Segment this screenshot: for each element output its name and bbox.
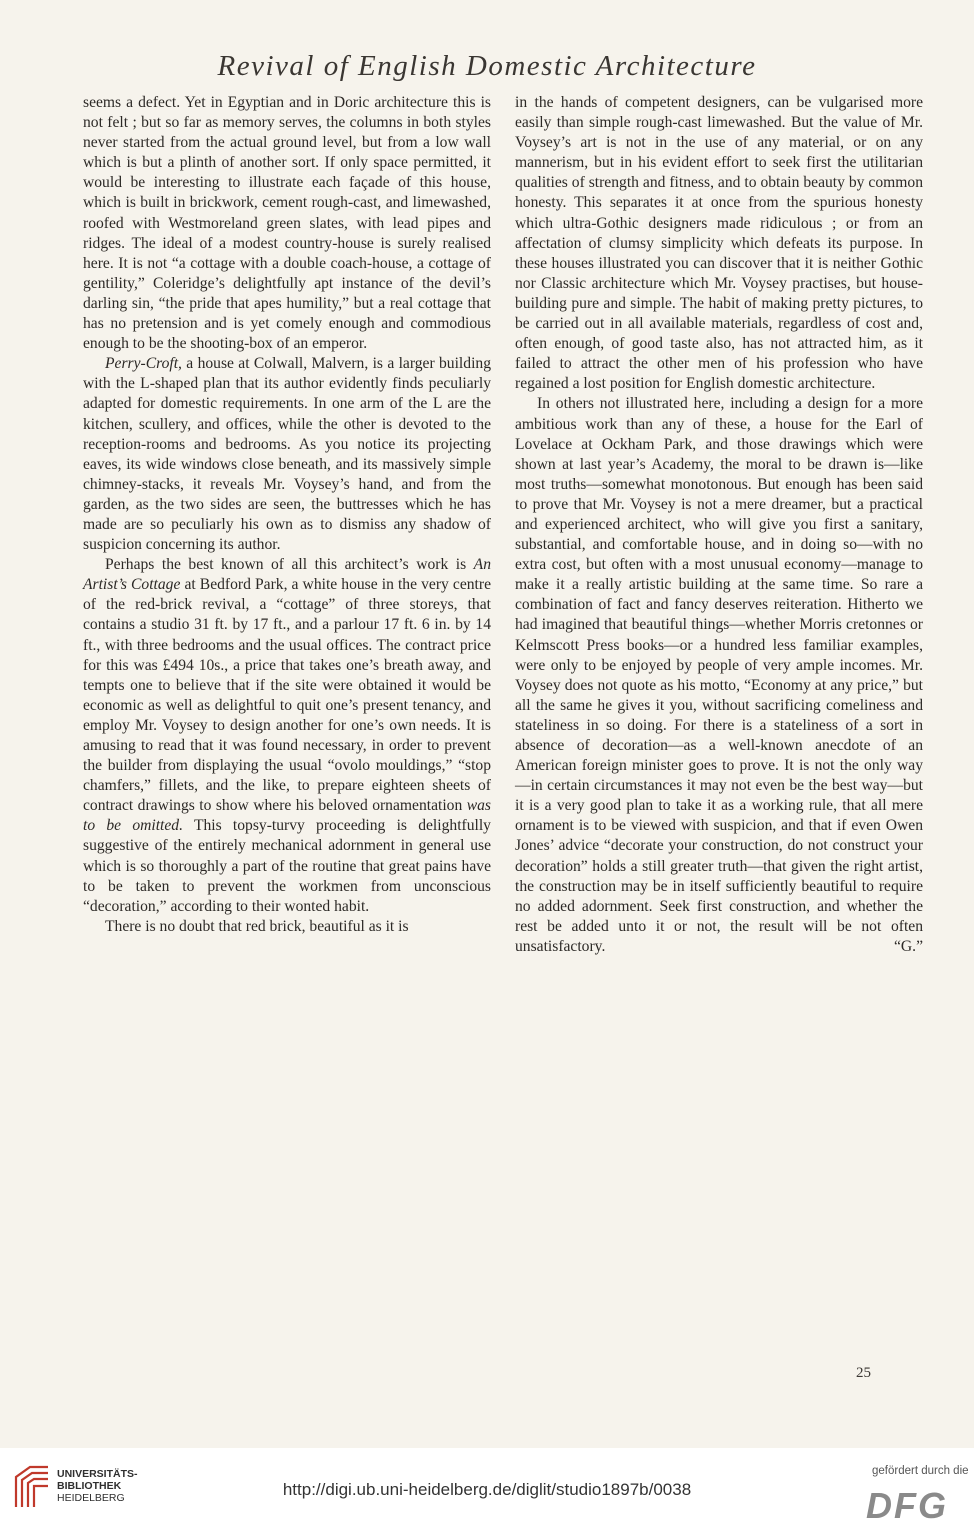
paragraph-text: a house at Colwall, Malvern, is a larger building with the L-shaped plan that its author evidently finds peculiarly adapted for domestic requirements. In one arm of the L are the kitchen, scullery, and offices, while the other is devoted to the reception-rooms and bedrooms. As you notice its projecting eaves, its wide windows close beneath, and its massively simple chimney-stacks, it reveals Mr. Voysey’s hand, and from the garden, as the two sides are seen, the buttresses which he has made are so peculiarly his own as to dismiss any shadow of suspicion concerning its author.	[83, 355, 491, 554]
signature: “G.”	[893, 937, 923, 955]
right-column	[515, 93, 923, 957]
library-name-line: HEIDELBERG	[57, 1492, 125, 1504]
paragraph	[515, 394, 923, 957]
paragraph-text: In others not illustrated here, including a design for a more ambitious work than any of these, a house for the Earl of Lovelace at Ockham Park, and those drawings which were shown at last year’s Academy, the moral to be drawn is—like most truths—somewhat monotonous. But enough has been said to prove that Mr. Voysey is not a mere dreamer, but a practical and experienced architect, who will give you first a sanitary, substantial, and comfortable house, and in doing so—with no extra cost, but often with a most unusual economy—manage to make it a really artistic building at the same time. So rare a combination of fact and fancy deserves reiteration. Hitherto we had imagined that beautiful things—whether Morris cretonnes or Kelmscott Press books—or a hundred less familiar examples, were only to be enjoyed by people of very ample incomes. Mr. Voysey does not quote as his motto, “Economy at any price,” but all the same he gives it you, without sacrificing comeliness and stateliness in so doing. For there is a stateliness of a sort in absence of decoration—as a well-known anecdote of an American foreign minister goes to prove. It is not the only way—in certain circumstances it may not even be the best way—but it is a very good plan to take it as a working rule, that all mere ornament is to be viewed with suspicion, and that if even Owen Jones’ advice “decorate your construction, do not construct your decoration” holds a still greater truth—that given the right artist, the construction may be in itself sufficiently beautiful to require no added adornment. Seek first construction, and whether the rest be added unto it or not, the result will be not often unsatisfactory.	[515, 395, 923, 955]
page-number: 25	[856, 1365, 871, 1381]
paragraph-text: at Bedford Park, a white house in the very centre of the red-brick revival, a “cottage” of three storeys, that contains a studio 31 ft. by 17 ft., and a parlour 17 ft. 6 in. by 14 ft., with three bedrooms and the usual offices. The contract price for this was £494 10s., a price that takes one’s breath away, and tempts one to believe that if the site were obtained it would be economic as well as delightful to quit one’s present tenancy, and employ Mr. Voysey to design another for one’s own needs. It is amusing to read that it was found necessary, in order to prevent the builder from displaying the usual “ovolo mouldings,” “stop chamfers,” fillets, and the like, to prepare eighteen sheets of contract drawings to show where his beloved ornamentation	[83, 576, 491, 815]
paragraph	[83, 354, 491, 555]
paragraph: in the hands of competent designers, can be vulgarised more easily than simple rough-cast limewashed. But the value of Mr. Voysey’s art is not in the use of any material, or on any mannerism, but in his evident effort to seek first the utilitarian qualities of strength and fitness, and to obtain beauty by common honesty. This separates it at once from the spurious honesty which ultra-Gothic designers made ridiculous ; or from an affectation of clumsy simplicity which defeats its purpose. In these houses illustrated you can discover that it is neither Gothic nor Classic architecture which Mr. Voysey practises, but house-building pure and simple. The habit of making pretty pictures, to be carried out in all available materials, regardless of cost and, often enough, of good taste also, has not attracted him, as it failed to attract the other men of his profession who have regained a lost position for English domestic architecture.	[515, 94, 923, 393]
funded-by-label: gefördert durch die	[872, 1465, 969, 1477]
emphasis-text: was to be omitted.	[83, 797, 491, 835]
running-title: Revival of English Domestic Architecture	[217, 50, 757, 82]
house-title-artists-cottage: An Artist’s Cottage	[83, 556, 491, 594]
dfg-logo[interactable]: DFG	[866, 1485, 948, 1526]
paragraph: seems a defect. Yet in Egyptian and in Doric architecture this is not felt ; but so far as memory serves, the columns in both styles never started from the actual ground level, but from a low wall which is but a plinth of another sort. If only space permitted, it would be interesting to illustrate each façade of this house, which is built in brickwork, cement rough-cast, and limewashed, roofed with Westmoreland green slates, with lead pipes and ridges. The ideal of a modest country-house is surely realised here. It is not “a cottage with a double coach-house, a cottage of gentility,” Coleridge’s delightfully apt instance of the devil’s darling sin, “the pride that apes humility,” but a real cottage that has no pretension and is yet comely enough and commodious enough to be the shooting-box of an emperor.	[83, 94, 491, 353]
library-name-line: BIBLIOTHEK	[57, 1480, 122, 1492]
paragraph: There is no doubt that red brick, beautiful as it is	[105, 917, 409, 935]
paragraph	[83, 555, 491, 917]
house-title-perry-croft: Perry-Croft,	[105, 355, 182, 373]
library-name-line: UNIVERSITÄTS-	[57, 1468, 138, 1480]
left-column	[83, 93, 491, 937]
permalink-url[interactable]: http://digi.ub.uni-heidelberg.de/diglit/studio1897b/0038	[282, 1480, 692, 1499]
paragraph-text: Perhaps the best known of all this architect’s work is	[105, 556, 474, 574]
paragraph-text: This topsy-turvy proceeding is delightfully suggestive of the entirely mechanical adornment in general use which is so thoroughly a part of the routine that great pains have to be taken to prevent the workmen from unconscious “decoration,” according to their wonted habit.	[83, 817, 491, 915]
